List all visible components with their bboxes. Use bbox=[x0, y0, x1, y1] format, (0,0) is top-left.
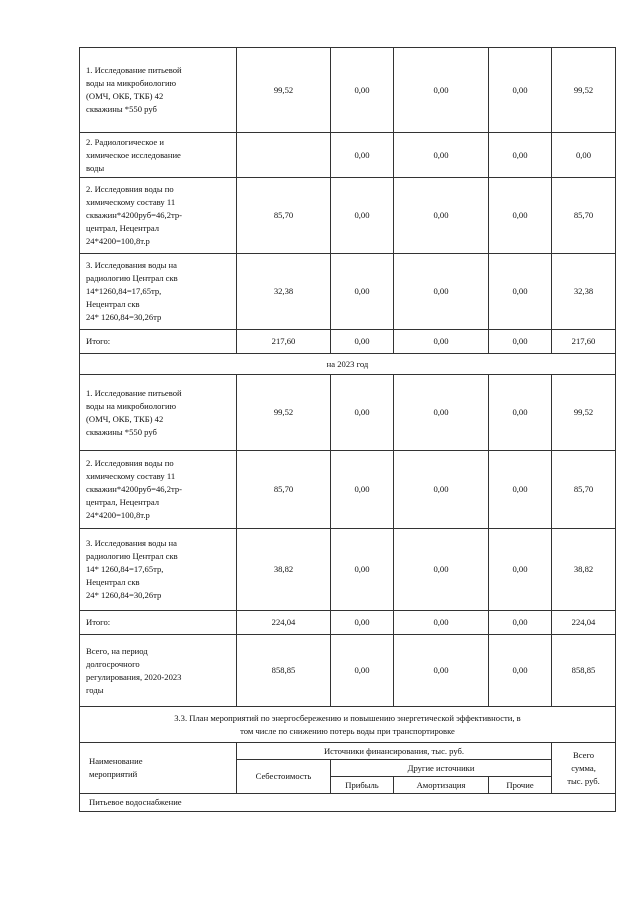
cell-total: 217,60 bbox=[552, 330, 616, 354]
section-title: 3.3. План мероприятий по энергосбережению и повышению энергетической эффективности, в том числе по снижению потерь воды при транспортировке bbox=[80, 707, 616, 743]
cell-profit: 0,00 bbox=[331, 48, 394, 133]
cell-profit: 0,00 bbox=[331, 635, 394, 707]
cell-amortization: 0,00 bbox=[394, 330, 489, 354]
cell-profit: 0,00 bbox=[331, 611, 394, 635]
cell-total: 99,52 bbox=[552, 375, 616, 451]
row-name: 2. Радиологическое и химическое исследование воды bbox=[80, 133, 237, 178]
year-header: на 2023 год bbox=[80, 354, 616, 375]
table-row bbox=[80, 48, 616, 133]
cell-profit: 0,00 bbox=[331, 178, 394, 254]
cell-cost: 99,52 bbox=[237, 375, 331, 451]
header-name-column: Наименование мероприятий bbox=[80, 743, 237, 794]
table-row bbox=[80, 451, 616, 529]
row-name: 3. Исследования воды на радиологию Централ скв 14* 1260,84=17,65тр, Нецентрал скв 24* 1260,84=30,26тр bbox=[80, 529, 237, 611]
cell-other: 0,00 bbox=[489, 48, 552, 133]
row-name: 1. Исследование питьевой воды на микробиологию (ОМЧ, ОКБ, ТКБ) 42 скважины *550 руб bbox=[80, 375, 237, 451]
row-name: 3. Исследования воды на радиологию Централ скв 14*1260,84=17,65тр, Нецентрал скв 24* 1260,84=30,26тр bbox=[80, 254, 237, 330]
header-sources: Источники финансирования, тыс. руб. bbox=[237, 743, 552, 760]
cell-other: 0,00 bbox=[489, 254, 552, 330]
cell-amortization: 0,00 bbox=[394, 611, 489, 635]
row-name: Итого: bbox=[80, 611, 237, 635]
section-drinking-water: Питьевое водоснабжение bbox=[80, 794, 616, 812]
cell-other: 0,00 bbox=[489, 451, 552, 529]
row-name: 2. Исследовния воды по химическому составу 11 скважин*4200руб=46,2тр- централ, Нецентрал 24*4200=100,8т.р bbox=[80, 451, 237, 529]
cell-cost: 32,38 bbox=[237, 254, 331, 330]
plan-table-header bbox=[79, 742, 616, 812]
cell-profit: 0,00 bbox=[331, 330, 394, 354]
cell-other: 0,00 bbox=[489, 529, 552, 611]
cell-total: 85,70 bbox=[552, 451, 616, 529]
cell-amortization: 0,00 bbox=[394, 635, 489, 707]
cell-total: 99,52 bbox=[552, 48, 616, 133]
cell-cost: 99,52 bbox=[237, 48, 331, 133]
cell-total: 85,70 bbox=[552, 178, 616, 254]
section-title-row bbox=[80, 707, 616, 743]
cell-amortization: 0,00 bbox=[394, 48, 489, 133]
cell-other: 0,00 bbox=[489, 611, 552, 635]
cell-amortization: 0,00 bbox=[394, 133, 489, 178]
cell-profit: 0,00 bbox=[331, 133, 394, 178]
cell-cost: 38,82 bbox=[237, 529, 331, 611]
cell-cost: 224,04 bbox=[237, 611, 331, 635]
cell-profit: 0,00 bbox=[331, 254, 394, 330]
year-header-row bbox=[80, 354, 616, 375]
cell-profit: 0,00 bbox=[331, 529, 394, 611]
total-row bbox=[80, 611, 616, 635]
cell-total: 0,00 bbox=[552, 133, 616, 178]
header-other: Прочие bbox=[489, 777, 552, 794]
row-name: 2. Исследовния воды по химическому составу 11 скважин*4200руб=46,2тр- централ, Нецентрал 24*4200=100,8т.р bbox=[80, 178, 237, 254]
cell-total: 858,85 bbox=[552, 635, 616, 707]
header-profit: Прибыль bbox=[331, 777, 394, 794]
cell-other: 0,00 bbox=[489, 178, 552, 254]
cell-other: 0,00 bbox=[489, 635, 552, 707]
cell-profit: 0,00 bbox=[331, 451, 394, 529]
row-name: Всего, на период долгосрочного регулирования, 2020-2023 годы bbox=[80, 635, 237, 707]
cell-total: 224,04 bbox=[552, 611, 616, 635]
cell-total: 32,38 bbox=[552, 254, 616, 330]
cell-cost: 85,70 bbox=[237, 178, 331, 254]
cell-total: 38,82 bbox=[552, 529, 616, 611]
grand-total-row bbox=[80, 635, 616, 707]
cell-other: 0,00 bbox=[489, 375, 552, 451]
header-total: Всего сумма, тыс. руб. bbox=[552, 743, 616, 794]
financing-table bbox=[79, 47, 616, 743]
table-row bbox=[80, 133, 616, 178]
table-row bbox=[80, 529, 616, 611]
cell-other: 0,00 bbox=[489, 133, 552, 178]
cell-amortization: 0,00 bbox=[394, 178, 489, 254]
cell-amortization: 0,00 bbox=[394, 254, 489, 330]
cell-cost: 858,85 bbox=[237, 635, 331, 707]
row-name: Итого: bbox=[80, 330, 237, 354]
cell-cost bbox=[237, 133, 331, 178]
header-other-sources: Другие источники bbox=[331, 760, 552, 777]
table-row bbox=[80, 375, 616, 451]
table-row bbox=[80, 254, 616, 330]
total-row bbox=[80, 330, 616, 354]
cell-cost: 217,60 bbox=[237, 330, 331, 354]
table-row bbox=[80, 178, 616, 254]
cell-amortization: 0,00 bbox=[394, 451, 489, 529]
cell-other: 0,00 bbox=[489, 330, 552, 354]
row-name: 1. Исследование питьевой воды на микробиологию (ОМЧ, ОКБ, ТКБ) 42 скважины *550 руб bbox=[80, 48, 237, 133]
header-cost: Себестоимость bbox=[237, 760, 331, 794]
cell-amortization: 0,00 bbox=[394, 529, 489, 611]
header-amortization: Амортизация bbox=[394, 777, 489, 794]
cell-cost: 85,70 bbox=[237, 451, 331, 529]
cell-profit: 0,00 bbox=[331, 375, 394, 451]
document-page bbox=[79, 47, 615, 812]
cell-amortization: 0,00 bbox=[394, 375, 489, 451]
